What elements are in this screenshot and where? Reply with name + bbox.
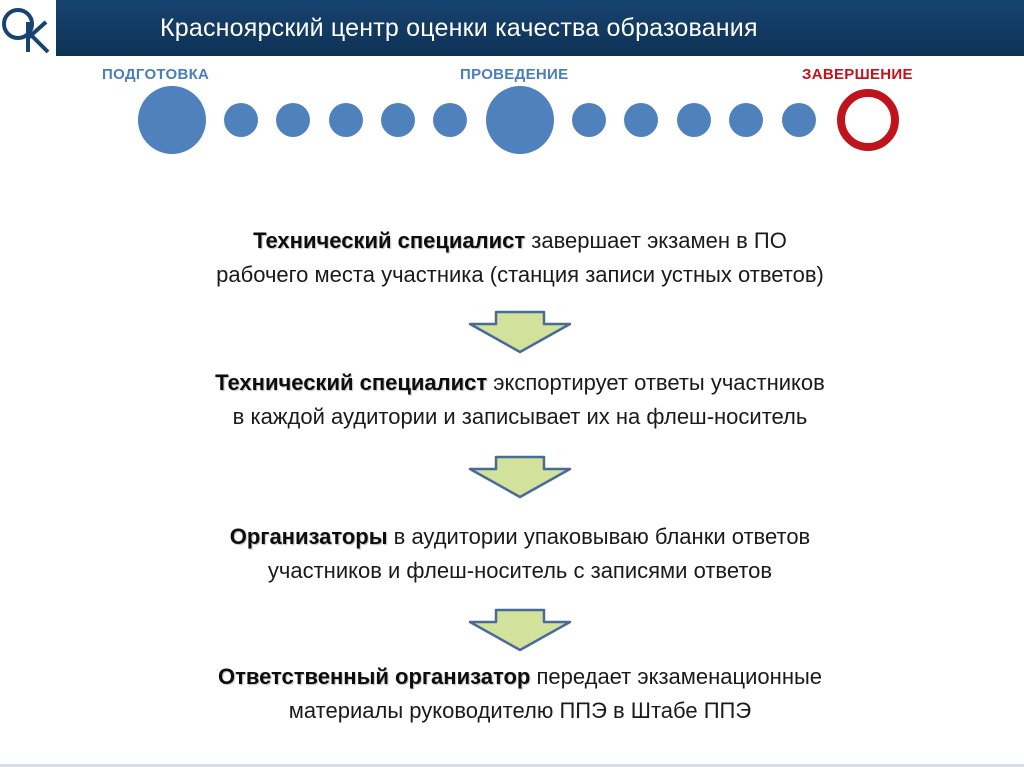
step-line: рабочего места участника (станция записи устных ответов) xyxy=(216,262,824,287)
timeline-dot xyxy=(276,103,310,137)
step-action: передает экзаменационные xyxy=(530,664,823,689)
timeline-dot xyxy=(572,103,606,137)
step-2 xyxy=(100,366,940,434)
step-line xyxy=(100,366,940,400)
page-title: Красноярский центр оценки качества образования xyxy=(160,14,758,42)
timeline-dot xyxy=(224,103,258,137)
timeline-milestone-run xyxy=(486,86,554,154)
step-3 xyxy=(100,520,940,588)
timeline-dot xyxy=(381,103,415,137)
step-actor: Ответственный организатор xyxy=(217,664,531,689)
step-line: участников и флеш-носитель с записями ответов xyxy=(267,558,773,583)
step-1 xyxy=(100,224,940,292)
step-actor: Технический специалист xyxy=(253,228,526,253)
timeline-dot xyxy=(729,103,763,137)
timeline-dot xyxy=(624,103,658,137)
step-actor: Организаторы xyxy=(229,524,388,549)
timeline-dot xyxy=(782,103,816,137)
timeline-milestone-prep xyxy=(138,86,206,154)
down-arrow-icon xyxy=(466,455,574,499)
down-arrow-icon xyxy=(466,608,574,652)
timeline-dot xyxy=(677,103,711,137)
step-line xyxy=(100,660,940,694)
step-line: в каждой аудитории и записывает их на флеш-носитель xyxy=(232,404,808,429)
timeline-milestone-end xyxy=(841,93,895,147)
step-4 xyxy=(100,660,940,728)
stage-label-end: ЗАВЕРШЕНИЕ xyxy=(802,66,913,83)
step-line: материалы руководителю ППЭ в Штабе ППЭ xyxy=(288,698,752,723)
stage-label-run: ПРОВЕДЕНИЕ xyxy=(460,66,569,83)
step-actor: Технический специалист xyxy=(215,370,488,395)
step-action: в аудитории упаковываю бланки ответов xyxy=(387,524,811,549)
step-action: завершает экзамен в ПО xyxy=(525,228,787,253)
header-bar xyxy=(0,0,1024,56)
timeline-dot xyxy=(433,103,467,137)
step-line xyxy=(100,224,940,258)
logo-mark-icon xyxy=(0,0,56,56)
step-line xyxy=(100,520,940,554)
stage-label-prep: ПОДГОТОВКА xyxy=(102,66,210,83)
down-arrow-icon xyxy=(466,310,574,354)
step-action: экспортирует ответы участников xyxy=(487,370,825,395)
logo xyxy=(0,0,56,56)
progress-timeline xyxy=(0,84,1024,160)
timeline-dot xyxy=(329,103,363,137)
